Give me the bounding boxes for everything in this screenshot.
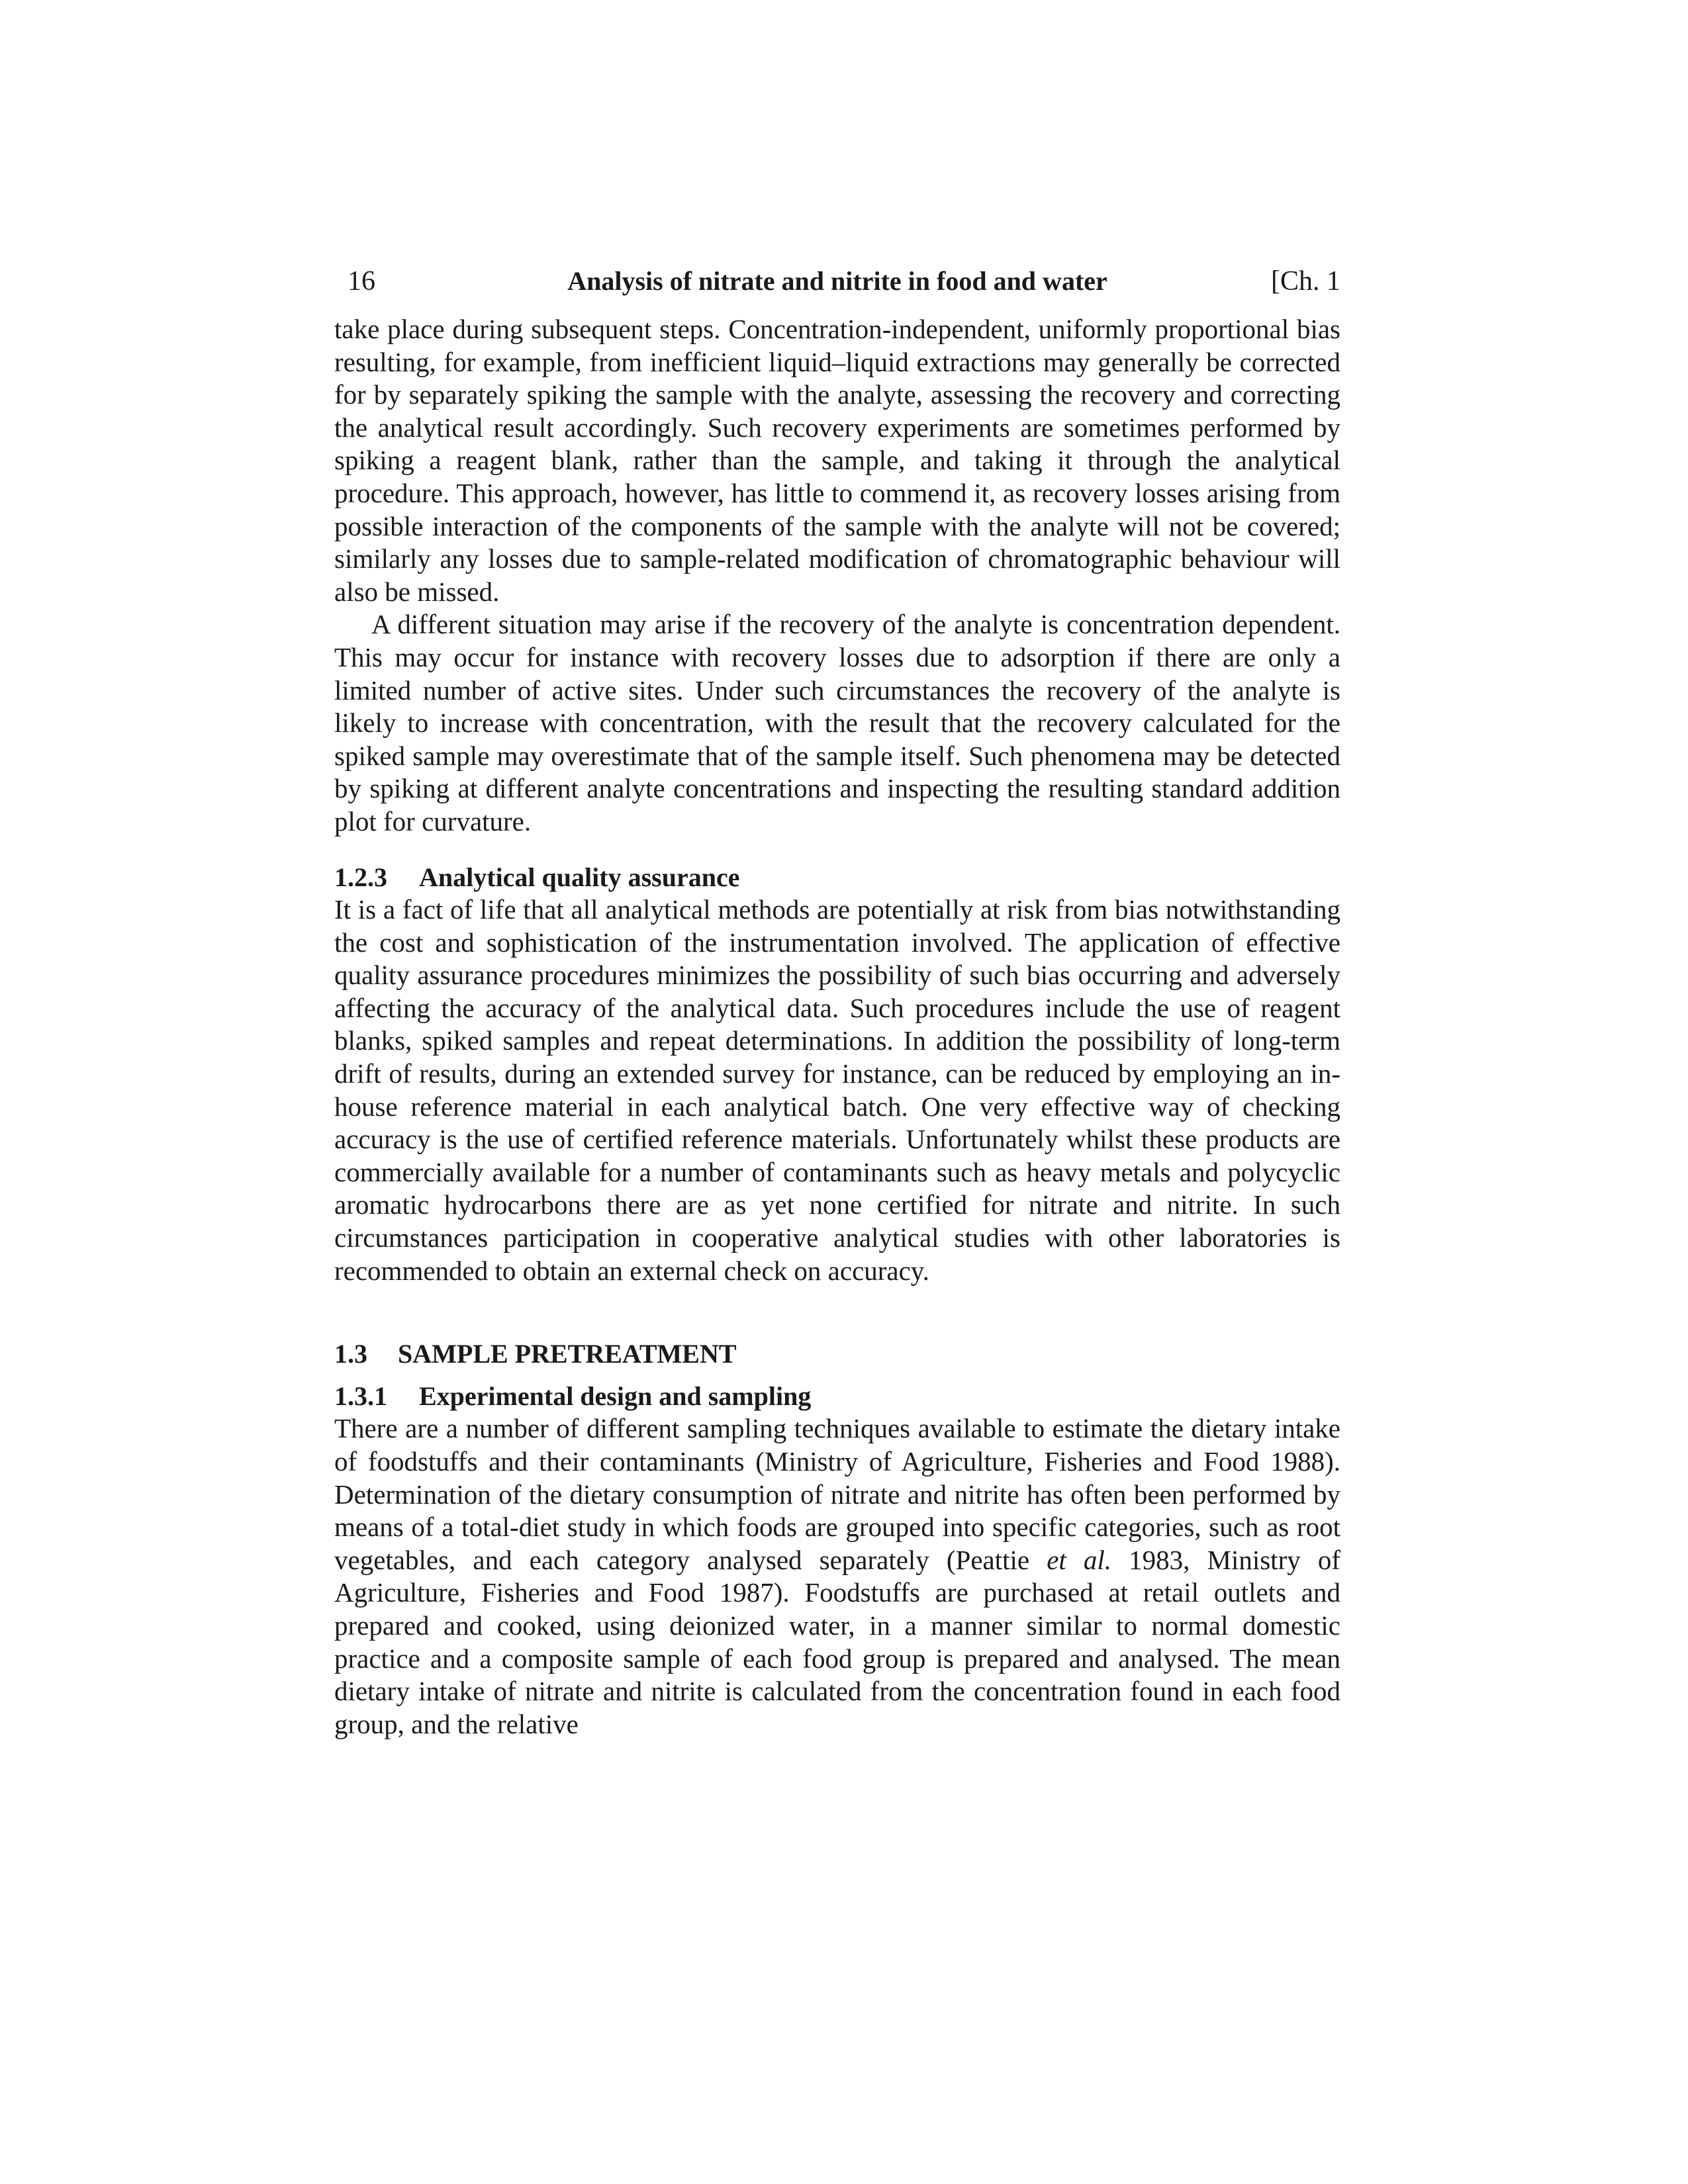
paragraph-recovery-bias: take place during subsequent steps. Concentration-independent, uniformly proportional bias resulting, for example, from inefficient liquid–liquid extractions may generally be corrected for by separately spiking the sample with the analyte, assessing the recovery and correcting the analytical result accordingly. Such recovery experiments are sometimes performed by spiking a reagent blank, rather than the sample, and taking it through the analytical procedure. This approach, however, has little to commend it, as recovery losses arising from possible interaction of the components of the sample with the analyte will not be covered; similarly any losses due to sample-related modification of chromatographic behaviour will also be missed.: [334, 314, 1340, 607]
paragraph-quality-assurance: It is a fact of life that all analytical methods are potentially at risk from bias notwithstanding the cost and sophistication of the instrumentation involved. The application of effective quality assurance procedures minimizes the possibility of such bias occurring and adversely affecting the accuracy of the analytical data. Such procedures include the use of reagent blanks, spiked samples and repeat determinations. In addition the possibility of long-term drift of results, during an extended survey for instance, can be reduced by employing an in-house reference material in each analytical batch. One very effective way of checking accuracy is the use of certified reference materials. Unfortunately whilst these products are commercially available for a number of contaminants such as heavy metals and polycyclic aromatic hydrocarbons there are as yet none certified for nitrate and nitrite. In such circumstances participation in cooperative analytical studies with other laboratories is recommended to obtain an external check on accuracy.: [334, 894, 1340, 1286]
paragraph-sampling: [334, 1412, 1340, 1741]
chapter-label: [Ch. 1: [1271, 266, 1340, 296]
sampling-text-part-2: 1983, Ministry of Agriculture, Fisheries and Food 1987). Foodstuffs are purchased at retail outlets and prepared and cooked, using deionized water, in a manner similar to normal domestic practice and a composite sample of each food group is prepared and analysed. The mean dietary intake of nitrate and nitrite is calculated from the concentration found in each food group, and the relative: [334, 1544, 1340, 1739]
subsection-title: Analytical quality assurance: [419, 862, 740, 892]
paragraph-concentration-dependent: A different situation may arise if the recovery of the analyte is concentration dependent. This may occur for instance with recovery losses due to adsorption if there are only a limited number of active sites. Under such circumstances the recovery of the analyte is likely to increase with concentration, with the result that the recovery calculated for the spiked sample may overestimate that of the sample itself. Such phenomena may be detected by spiking at different analyte concentrations and inspecting the resulting standard addition plot for curvature.: [334, 609, 1340, 837]
subsection-heading-1-3-1: [334, 1380, 1340, 1413]
running-head: [334, 261, 1340, 301]
sampling-text-part-1: There are a number of different sampling techniques available to estimate the dietary intake of foodstuffs and their contaminants (Ministry of Agriculture, Fisheries and Food 1988). Determination of the dietary consumption of nitrate and nitrite has often been performed by means of a total-diet study in which foods are grouped into specific categories, such as root vegetables, and each category analysed separately (Peattie: [334, 1413, 1340, 1575]
section-number: 1.3: [334, 1339, 367, 1369]
subsection-title: Experimental design and sampling: [419, 1381, 812, 1411]
subsection-number: 1.3.1: [334, 1381, 387, 1411]
running-title: Analysis of nitrate and nitrite in food and water: [567, 266, 1107, 296]
book-page: [334, 261, 1340, 1741]
page-number: 16: [348, 266, 375, 296]
subsection-number: 1.2.3: [334, 862, 387, 892]
section-title: SAMPLE PRETREATMENT: [398, 1339, 737, 1369]
subsection-heading-1-2-3: [334, 861, 1340, 894]
et-al-citation: et al.: [1047, 1544, 1112, 1575]
section-heading-1-3: [334, 1338, 1340, 1371]
